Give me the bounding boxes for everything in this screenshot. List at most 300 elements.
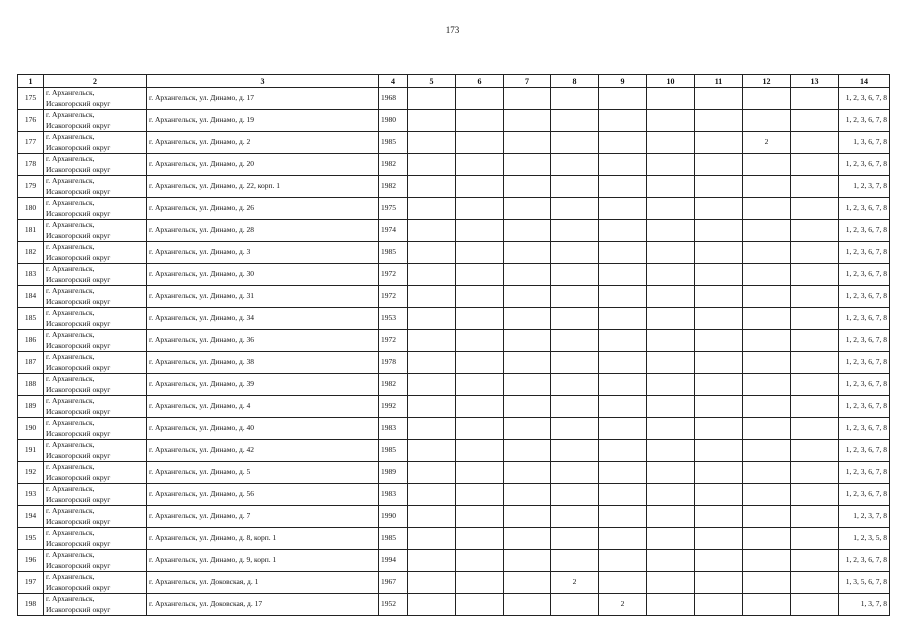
value-cell-10	[647, 286, 695, 308]
year-cell: 1972	[379, 264, 408, 286]
location-district: Исакогорский округ	[46, 252, 111, 262]
codes-cell: 1, 2, 3, 6, 7, 8	[839, 198, 890, 220]
value-cell-10	[647, 374, 695, 396]
table-row	[18, 220, 890, 242]
location-city: г. Архангельск,	[46, 396, 95, 405]
location-district: Исакогорский округ	[46, 472, 111, 482]
location-cell	[44, 110, 147, 132]
table-row	[18, 308, 890, 330]
row-number: 183	[18, 264, 44, 286]
location-city: г. Архангельск,	[46, 264, 95, 273]
value-cell-8	[551, 88, 599, 110]
row-number: 182	[18, 242, 44, 264]
value-cell-8	[551, 264, 599, 286]
row-number: 191	[18, 440, 44, 462]
value-cell-7	[504, 594, 551, 616]
location-cell	[44, 154, 147, 176]
value-cell-8	[551, 110, 599, 132]
column-header-6: 6	[456, 75, 504, 88]
value-cell-7	[504, 396, 551, 418]
address-cell: г. Архангельск, ул. Динамо, д. 7	[147, 506, 379, 528]
value-cell-8: 2	[551, 572, 599, 594]
housing-registry-table	[17, 74, 890, 616]
table-row	[18, 418, 890, 440]
value-cell-10	[647, 220, 695, 242]
table-row	[18, 396, 890, 418]
row-number: 179	[18, 176, 44, 198]
value-cell-6	[456, 506, 504, 528]
value-cell-6	[456, 132, 504, 154]
year-cell: 1985	[379, 440, 408, 462]
table-row	[18, 110, 890, 132]
table-row	[18, 176, 890, 198]
column-header-11: 11	[695, 75, 743, 88]
address-cell: г. Архангельск, ул. Динамо, д. 20	[147, 154, 379, 176]
value-cell-13	[791, 550, 839, 572]
value-cell-11	[695, 264, 743, 286]
value-cell-7	[504, 242, 551, 264]
location-city: г. Архангельск,	[46, 550, 95, 559]
location-city: г. Архангельск,	[46, 572, 95, 581]
table-row	[18, 594, 890, 616]
value-cell-5	[408, 88, 456, 110]
value-cell-9	[599, 308, 647, 330]
value-cell-6	[456, 352, 504, 374]
value-cell-13	[791, 418, 839, 440]
value-cell-7	[504, 506, 551, 528]
column-header-12: 12	[743, 75, 791, 88]
value-cell-13	[791, 374, 839, 396]
year-cell: 1992	[379, 396, 408, 418]
value-cell-5	[408, 242, 456, 264]
location-cell	[44, 550, 147, 572]
value-cell-5	[408, 286, 456, 308]
value-cell-8	[551, 176, 599, 198]
codes-cell: 1, 2, 3, 6, 7, 8	[839, 330, 890, 352]
row-number: 189	[18, 396, 44, 418]
location-district: Исакогорский округ	[46, 516, 111, 526]
table-row	[18, 154, 890, 176]
value-cell-9	[599, 242, 647, 264]
value-cell-10	[647, 242, 695, 264]
value-cell-10	[647, 594, 695, 616]
table-row	[18, 352, 890, 374]
value-cell-7	[504, 440, 551, 462]
address-cell: г. Архангельск, ул. Динамо, д. 3	[147, 242, 379, 264]
address-cell: г. Архангельск, ул. Динамо, д. 26	[147, 198, 379, 220]
row-number: 185	[18, 308, 44, 330]
value-cell-11	[695, 220, 743, 242]
table-body	[18, 88, 890, 616]
value-cell-13	[791, 132, 839, 154]
address-cell: г. Архангельск, ул. Динамо, д. 39	[147, 374, 379, 396]
address-cell: г. Архангельск, ул. Динамо, д. 2	[147, 132, 379, 154]
value-cell-5	[408, 220, 456, 242]
value-cell-7	[504, 264, 551, 286]
location-cell	[44, 462, 147, 484]
table-row	[18, 484, 890, 506]
codes-cell: 1, 2, 3, 6, 7, 8	[839, 440, 890, 462]
table-row	[18, 440, 890, 462]
address-cell: г. Архангельск, ул. Динамо, д. 28	[147, 220, 379, 242]
row-number: 178	[18, 154, 44, 176]
location-cell	[44, 484, 147, 506]
value-cell-9	[599, 352, 647, 374]
value-cell-13	[791, 154, 839, 176]
value-cell-5	[408, 462, 456, 484]
address-cell: г. Архангельск, ул. Динамо, д. 4	[147, 396, 379, 418]
column-header-7: 7	[504, 75, 551, 88]
row-number: 187	[18, 352, 44, 374]
value-cell-8	[551, 550, 599, 572]
value-cell-10	[647, 110, 695, 132]
value-cell-7	[504, 132, 551, 154]
location-city: г. Архангельск,	[46, 594, 95, 603]
codes-cell: 1, 2, 3, 6, 7, 8	[839, 352, 890, 374]
value-cell-7	[504, 220, 551, 242]
value-cell-12	[743, 220, 791, 242]
address-cell: г. Архангельск, ул. Динамо, д. 34	[147, 308, 379, 330]
table-row	[18, 374, 890, 396]
location-cell	[44, 418, 147, 440]
row-number: 190	[18, 418, 44, 440]
year-cell: 1983	[379, 418, 408, 440]
location-cell	[44, 440, 147, 462]
value-cell-13	[791, 352, 839, 374]
value-cell-5	[408, 198, 456, 220]
address-cell: г. Архангельск, ул. Динамо, д. 40	[147, 418, 379, 440]
value-cell-12	[743, 572, 791, 594]
location-city: г. Архангельск,	[46, 176, 95, 185]
location-district: Исакогорский округ	[46, 318, 111, 328]
column-header-8: 8	[551, 75, 599, 88]
location-city: г. Архангельск,	[46, 286, 95, 295]
address-cell: г. Архангельск, ул. Динамо, д. 17	[147, 88, 379, 110]
location-city: г. Архангельск,	[46, 418, 95, 427]
year-cell: 1985	[379, 528, 408, 550]
location-district: Исакогорский округ	[46, 340, 111, 350]
location-city: г. Архангельск,	[46, 88, 95, 97]
value-cell-13	[791, 286, 839, 308]
location-cell	[44, 264, 147, 286]
value-cell-11	[695, 462, 743, 484]
value-cell-13	[791, 220, 839, 242]
location-cell	[44, 308, 147, 330]
value-cell-9	[599, 396, 647, 418]
value-cell-7	[504, 484, 551, 506]
year-cell: 1982	[379, 154, 408, 176]
location-cell	[44, 374, 147, 396]
location-district: Исакогорский округ	[46, 384, 111, 394]
value-cell-6	[456, 594, 504, 616]
value-cell-10	[647, 176, 695, 198]
value-cell-13	[791, 462, 839, 484]
location-district: Исакогорский округ	[46, 164, 111, 174]
value-cell-7	[504, 550, 551, 572]
location-district: Исакогорский округ	[46, 296, 111, 306]
table-row	[18, 132, 890, 154]
value-cell-6	[456, 528, 504, 550]
value-cell-5	[408, 352, 456, 374]
table-row	[18, 506, 890, 528]
page-number: 173	[445, 25, 460, 35]
year-cell: 1990	[379, 506, 408, 528]
address-cell: г. Архангельск, ул. Доковская, д. 1	[147, 572, 379, 594]
value-cell-9	[599, 110, 647, 132]
row-number: 193	[18, 484, 44, 506]
value-cell-9	[599, 572, 647, 594]
table-row	[18, 264, 890, 286]
value-cell-11	[695, 374, 743, 396]
value-cell-5	[408, 440, 456, 462]
value-cell-5	[408, 550, 456, 572]
value-cell-8	[551, 396, 599, 418]
value-cell-8	[551, 462, 599, 484]
value-cell-10	[647, 528, 695, 550]
codes-cell: 1, 3, 6, 7, 8	[839, 132, 890, 154]
location-district: Исакогорский округ	[46, 428, 111, 438]
value-cell-8	[551, 506, 599, 528]
value-cell-12	[743, 330, 791, 352]
value-cell-12	[743, 352, 791, 374]
location-city: г. Архангельск,	[46, 374, 95, 383]
value-cell-10	[647, 352, 695, 374]
value-cell-12	[743, 242, 791, 264]
value-cell-5	[408, 484, 456, 506]
value-cell-7	[504, 330, 551, 352]
value-cell-6	[456, 154, 504, 176]
row-number: 176	[18, 110, 44, 132]
value-cell-7	[504, 528, 551, 550]
codes-cell: 1, 2, 3, 7, 8	[839, 176, 890, 198]
value-cell-11	[695, 528, 743, 550]
value-cell-7	[504, 572, 551, 594]
column-header-13: 13	[791, 75, 839, 88]
value-cell-10	[647, 308, 695, 330]
codes-cell: 1, 2, 3, 6, 7, 8	[839, 550, 890, 572]
value-cell-5	[408, 330, 456, 352]
value-cell-13	[791, 198, 839, 220]
address-cell: г. Архангельск, ул. Динамо, д. 8, корп. 1	[147, 528, 379, 550]
codes-cell: 1, 2, 3, 7, 8	[839, 506, 890, 528]
value-cell-6	[456, 110, 504, 132]
value-cell-12	[743, 286, 791, 308]
value-cell-6	[456, 176, 504, 198]
location-cell	[44, 330, 147, 352]
table-row	[18, 242, 890, 264]
location-cell	[44, 594, 147, 616]
value-cell-6	[456, 242, 504, 264]
value-cell-11	[695, 242, 743, 264]
codes-cell: 1, 2, 3, 6, 7, 8	[839, 286, 890, 308]
value-cell-11	[695, 418, 743, 440]
value-cell-5	[408, 176, 456, 198]
location-city: г. Архангельск,	[46, 462, 95, 471]
value-cell-8	[551, 198, 599, 220]
value-cell-10	[647, 462, 695, 484]
location-city: г. Архангельск,	[46, 110, 95, 119]
location-cell	[44, 396, 147, 418]
location-cell	[44, 132, 147, 154]
location-district: Исакогорский округ	[46, 142, 111, 152]
value-cell-11	[695, 154, 743, 176]
column-header-10: 10	[647, 75, 695, 88]
value-cell-6	[456, 198, 504, 220]
address-cell: г. Архангельск, ул. Динамо, д. 5	[147, 462, 379, 484]
value-cell-13	[791, 330, 839, 352]
value-cell-8	[551, 242, 599, 264]
location-city: г. Архангельск,	[46, 528, 95, 537]
value-cell-9	[599, 462, 647, 484]
row-number: 188	[18, 374, 44, 396]
location-district: Исакогорский округ	[46, 604, 111, 614]
value-cell-8	[551, 374, 599, 396]
value-cell-8	[551, 352, 599, 374]
value-cell-7	[504, 154, 551, 176]
value-cell-11	[695, 506, 743, 528]
address-cell: г. Архангельск, ул. Динамо, д. 38	[147, 352, 379, 374]
value-cell-10	[647, 154, 695, 176]
value-cell-6	[456, 484, 504, 506]
value-cell-7	[504, 374, 551, 396]
year-cell: 1980	[379, 110, 408, 132]
location-cell	[44, 286, 147, 308]
value-cell-5	[408, 396, 456, 418]
value-cell-8	[551, 286, 599, 308]
value-cell-5	[408, 418, 456, 440]
codes-cell: 1, 3, 7, 8	[839, 594, 890, 616]
address-cell: г. Архангельск, ул. Доковская, д. 17	[147, 594, 379, 616]
location-district: Исакогорский округ	[46, 538, 111, 548]
year-cell: 1994	[379, 550, 408, 572]
table-row	[18, 88, 890, 110]
row-number: 180	[18, 198, 44, 220]
value-cell-12: 2	[743, 132, 791, 154]
location-district: Исакогорский округ	[46, 450, 111, 460]
codes-cell: 1, 2, 3, 6, 7, 8	[839, 242, 890, 264]
table-row	[18, 198, 890, 220]
value-cell-12	[743, 418, 791, 440]
value-cell-9	[599, 330, 647, 352]
value-cell-11	[695, 396, 743, 418]
codes-cell: 1, 2, 3, 6, 7, 8	[839, 264, 890, 286]
year-cell: 1982	[379, 374, 408, 396]
value-cell-12	[743, 308, 791, 330]
value-cell-12	[743, 88, 791, 110]
codes-cell: 1, 2, 3, 6, 7, 8	[839, 418, 890, 440]
value-cell-11	[695, 198, 743, 220]
location-district: Исакогорский округ	[46, 274, 111, 284]
address-cell: г. Архангельск, ул. Динамо, д. 22, корп. 1	[147, 176, 379, 198]
year-cell: 1975	[379, 198, 408, 220]
value-cell-10	[647, 396, 695, 418]
codes-cell: 1, 2, 3, 6, 7, 8	[839, 308, 890, 330]
codes-cell: 1, 2, 3, 5, 8	[839, 528, 890, 550]
location-district: Исакогорский округ	[46, 560, 111, 570]
value-cell-13	[791, 308, 839, 330]
year-cell: 1985	[379, 242, 408, 264]
location-city: г. Архангельск,	[46, 220, 95, 229]
row-number: 198	[18, 594, 44, 616]
value-cell-6	[456, 462, 504, 484]
value-cell-6	[456, 440, 504, 462]
codes-cell: 1, 2, 3, 6, 7, 8	[839, 220, 890, 242]
year-cell: 1983	[379, 484, 408, 506]
location-city: г. Архангельск,	[46, 440, 95, 449]
value-cell-10	[647, 550, 695, 572]
address-cell: г. Архангельск, ул. Динамо, д. 30	[147, 264, 379, 286]
value-cell-10	[647, 440, 695, 462]
row-number: 194	[18, 506, 44, 528]
value-cell-8	[551, 594, 599, 616]
address-cell: г. Архангельск, ул. Динамо, д. 19	[147, 110, 379, 132]
value-cell-7	[504, 176, 551, 198]
value-cell-10	[647, 506, 695, 528]
value-cell-7	[504, 110, 551, 132]
value-cell-10	[647, 88, 695, 110]
year-cell: 1982	[379, 176, 408, 198]
value-cell-12	[743, 374, 791, 396]
value-cell-6	[456, 374, 504, 396]
value-cell-6	[456, 88, 504, 110]
value-cell-6	[456, 572, 504, 594]
value-cell-8	[551, 528, 599, 550]
value-cell-10	[647, 572, 695, 594]
value-cell-6	[456, 550, 504, 572]
value-cell-8	[551, 440, 599, 462]
location-city: г. Архангельск,	[46, 242, 95, 251]
value-cell-12	[743, 484, 791, 506]
value-cell-11	[695, 330, 743, 352]
value-cell-8	[551, 154, 599, 176]
codes-cell: 1, 3, 5, 6, 7, 8	[839, 572, 890, 594]
address-cell: г. Архангельск, ул. Динамо, д. 31	[147, 286, 379, 308]
row-number: 184	[18, 286, 44, 308]
year-cell: 1952	[379, 594, 408, 616]
value-cell-7	[504, 308, 551, 330]
location-district: Исакогорский округ	[46, 406, 111, 416]
codes-cell: 1, 2, 3, 6, 7, 8	[839, 484, 890, 506]
value-cell-9	[599, 440, 647, 462]
value-cell-13	[791, 176, 839, 198]
header-row	[18, 75, 890, 88]
value-cell-11	[695, 572, 743, 594]
row-number: 181	[18, 220, 44, 242]
location-city: г. Архангельск,	[46, 154, 95, 163]
value-cell-10	[647, 198, 695, 220]
location-cell	[44, 176, 147, 198]
codes-cell: 1, 2, 3, 6, 7, 8	[839, 110, 890, 132]
location-cell	[44, 528, 147, 550]
value-cell-5	[408, 308, 456, 330]
row-number: 192	[18, 462, 44, 484]
table-row	[18, 330, 890, 352]
value-cell-5	[408, 110, 456, 132]
location-city: г. Архангельск,	[46, 506, 95, 515]
value-cell-7	[504, 352, 551, 374]
column-header-9: 9	[599, 75, 647, 88]
location-city: г. Архангельск,	[46, 352, 95, 361]
value-cell-12	[743, 528, 791, 550]
location-city: г. Архангельск,	[46, 198, 95, 207]
value-cell-12	[743, 462, 791, 484]
location-cell	[44, 506, 147, 528]
row-number: 186	[18, 330, 44, 352]
value-cell-9	[599, 286, 647, 308]
value-cell-13	[791, 440, 839, 462]
codes-cell: 1, 2, 3, 6, 7, 8	[839, 396, 890, 418]
value-cell-6	[456, 308, 504, 330]
